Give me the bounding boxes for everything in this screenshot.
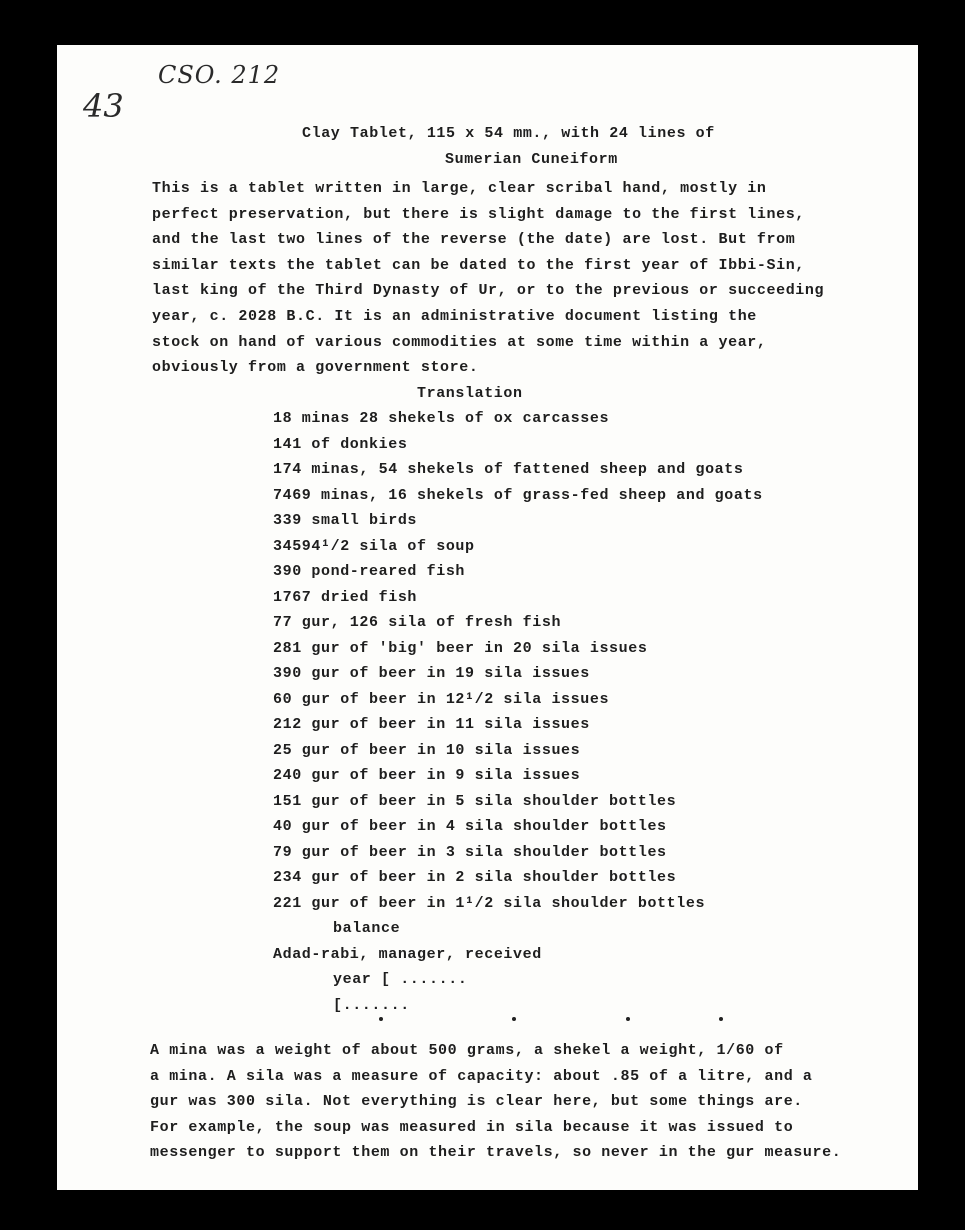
intro-paragraph — [152, 176, 824, 381]
translation-item: 212 gur of beer in 11 sila issues — [273, 716, 590, 733]
translation-item: 240 gur of beer in 9 sila issues — [273, 767, 581, 784]
balance-line: balance — [333, 920, 401, 937]
translation-item: 339 small birds — [273, 512, 418, 529]
section-separator-dots — [57, 1017, 918, 1027]
intro-line: year, c. 2028 B.C. It is an administrative document listing the — [152, 307, 757, 325]
intro-line: stock on hand of various commodities at some time within a year, — [152, 333, 767, 351]
translation-item: 141 of donkies — [273, 435, 408, 453]
separator-dot — [379, 1017, 383, 1021]
footnote-paragraph — [150, 1038, 841, 1166]
year-line: year [ ....... — [333, 971, 468, 988]
intro-line: similar texts the tablet can be dated to the first year of Ibbi-Sin, — [152, 256, 805, 274]
translation-item: 25 gur of beer in 10 sila issues — [273, 741, 581, 759]
document-page — [57, 45, 918, 1190]
footnote-line: messenger to support them on their travels, so never in the gur measure. — [150, 1144, 842, 1161]
translation-item: 174 minas, 54 shekels of fattened sheep and goats — [273, 461, 744, 478]
handwritten-reference: CSO. 212 — [158, 61, 281, 89]
footnote-line: A mina was a weight of about 500 grams, a shekel a weight, 1/60 of — [150, 1042, 784, 1059]
translation-item: 79 gur of beer in 3 sila shoulder bottles — [273, 843, 667, 861]
footnote-line: For example, the soup was measured in sila because it was issued to — [150, 1118, 794, 1136]
translation-item: 40 gur of beer in 4 sila shoulder bottles — [273, 818, 667, 835]
intro-line: and the last two lines of the reverse (the date) are lost. But from — [152, 231, 796, 249]
intro-line: This is a tablet written in large, clear scribal hand, mostly in — [152, 180, 767, 197]
translation-item: 390 gur of beer in 19 sila issues — [273, 665, 590, 682]
translation-item: 1767 dried fish — [273, 588, 418, 606]
translation-item: 390 pond-reared fish — [273, 563, 466, 580]
bracket-line: [....... — [333, 996, 410, 1014]
translation-item: 151 gur of beer in 5 sila shoulder bottles — [273, 792, 677, 810]
intro-line: obviously from a government store. — [152, 359, 479, 377]
handwritten-page-number: 43 — [83, 87, 124, 125]
translation-item: 77 gur, 126 sila of fresh fish — [273, 614, 562, 631]
translation-item: 7469 minas, 16 shekels of grass-fed sheep and goats — [273, 486, 763, 504]
translation-item: 18 minas 28 shekels of ox carcasses — [273, 410, 610, 427]
separator-dot — [626, 1017, 630, 1021]
footnote-line: gur was 300 sila. Not everything is clear here, but some things are. — [150, 1093, 803, 1110]
footnote-line: a mina. A sila was a measure of capacity: about .85 of a litre, and a — [150, 1067, 813, 1085]
translation-item: 221 gur of beer in 1¹/2 sila shoulder bottles — [273, 894, 706, 912]
title-line-1: Clay Tablet, 115 x 54 mm., with 24 lines of — [302, 125, 715, 142]
translation-list — [273, 406, 763, 1018]
translation-heading: Translation — [417, 385, 523, 402]
separator-dot — [512, 1017, 516, 1021]
title-line-2: Sumerian Cuneiform — [445, 151, 618, 168]
received-line: Adad-rabi, manager, received — [273, 945, 542, 963]
translation-item: 34594¹/2 sila of soup — [273, 537, 475, 555]
intro-line: last king of the Third Dynasty of Ur, or to the previous or succeeding — [152, 282, 825, 300]
separator-dot — [719, 1017, 723, 1021]
translation-item: 234 gur of beer in 2 sila shoulder bottles — [273, 869, 677, 886]
translation-item: 60 gur of beer in 12¹/2 sila issues — [273, 690, 610, 708]
translation-item: 281 gur of 'big' beer in 20 sila issues — [273, 639, 648, 657]
intro-line: perfect preservation, but there is slight damage to the first lines, — [152, 205, 805, 223]
